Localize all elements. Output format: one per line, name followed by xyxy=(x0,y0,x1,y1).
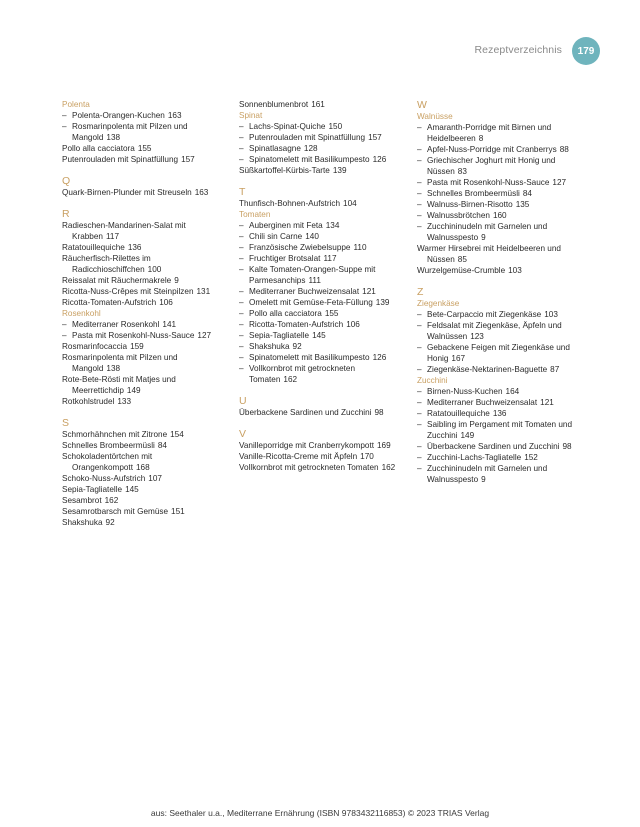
entry-title: Shakshuka xyxy=(249,342,290,351)
index-subentry xyxy=(417,320,582,342)
entry-title: Sepia-Tagliatelle xyxy=(62,485,123,494)
entry-title: Sonnenblumenbrot xyxy=(239,100,309,109)
entry-page-number: 138 xyxy=(106,364,121,373)
entry-page-number: 88 xyxy=(559,145,569,154)
index-subentry xyxy=(62,319,227,330)
entry-title: Putenrouladen mit Spinatfüllung xyxy=(62,155,179,164)
index-entry xyxy=(62,297,227,308)
index-entry xyxy=(417,243,582,265)
entry-page-number: 110 xyxy=(353,243,367,252)
index-subentry xyxy=(239,330,404,341)
entry-page-number: 117 xyxy=(105,232,120,241)
entry-page-number: 167 xyxy=(451,354,466,363)
entry-page-number: 121 xyxy=(362,287,376,296)
entry-page-number: 128 xyxy=(303,144,318,153)
entry-page-number: 104 xyxy=(343,199,357,208)
dash-marker: – xyxy=(239,320,244,329)
dash-marker: – xyxy=(417,398,422,407)
index-ingredient-heading: Walnüsse xyxy=(417,112,453,121)
entry-title: Warmer Hirsebrei mit Heidelbeeren und Nüssen xyxy=(417,244,561,264)
entry-title: Ricotta-Tomaten-Aufstrich xyxy=(62,298,157,307)
entry-page-number: 157 xyxy=(181,155,195,164)
dash-marker: – xyxy=(417,178,422,187)
entry-title: Ricotta-Nuss-Crêpes mit Steinpilzen xyxy=(62,287,194,296)
entry-page-number: 107 xyxy=(148,474,162,483)
entry-page-number: 150 xyxy=(328,122,343,131)
index-entry xyxy=(62,187,227,198)
entry-title: Ziegenkäse-Nektarinen-Baguette xyxy=(427,365,548,374)
entry-title: Schnelles Brombeermüsli xyxy=(62,441,155,450)
entry-page-number: 138 xyxy=(106,133,121,142)
entry-page-number: 84 xyxy=(157,441,167,450)
entry-page-number: 163 xyxy=(194,188,209,197)
index-entry xyxy=(62,352,227,374)
entry-title: Spinatomelett mit Basilikumpesto xyxy=(249,155,370,164)
entry-page-number: 155 xyxy=(324,309,339,318)
index-ingredient-heading: Zucchini xyxy=(417,376,448,385)
entry-page-number: 103 xyxy=(508,266,522,275)
entry-title: Walnussbrötchen xyxy=(427,211,490,220)
entry-page-number: 123 xyxy=(470,332,484,341)
entry-page-number: 168 xyxy=(136,463,150,472)
index-column-2 xyxy=(239,99,404,473)
entry-page-number: 170 xyxy=(360,452,374,461)
entry-title: Süßkartoffel-Kürbis-Tarte xyxy=(239,166,330,175)
dash-marker: – xyxy=(239,331,244,340)
entry-title: Rosmarinpolenta mit Pilzen und Mangold xyxy=(62,353,178,373)
entry-page-number: 106 xyxy=(346,320,360,329)
entry-page-number: 155 xyxy=(137,144,152,153)
dash-marker: – xyxy=(62,111,67,120)
entry-title: Pasta mit Rosenkohl-Nuss-Sauce xyxy=(427,178,550,187)
dash-marker: – xyxy=(417,200,422,209)
entry-page-number: 149 xyxy=(460,431,475,440)
index-entry xyxy=(62,484,227,495)
index-entry xyxy=(239,198,404,209)
index-ingredient-heading: Polenta xyxy=(62,100,90,109)
index-subentry xyxy=(417,199,582,210)
entry-title: Spinatomelett mit Basilikumpesto xyxy=(249,353,370,362)
dash-marker: – xyxy=(239,155,244,164)
entry-title: Ratatouillequiche xyxy=(62,243,125,252)
index-subentry xyxy=(417,452,582,463)
index-subentry xyxy=(417,386,582,397)
entry-title: Mediterraner Buchweizensalat xyxy=(427,398,538,407)
dash-marker: – xyxy=(417,365,422,374)
entry-title: Feldsalat mit Ziegenkäse, Äpfeln und Walnüssen xyxy=(427,321,562,341)
entry-page-number: 134 xyxy=(325,221,340,230)
index-subentry xyxy=(417,122,582,144)
index-entry xyxy=(62,473,227,484)
index-subentry xyxy=(62,110,227,121)
entry-title: Französische Zwiebelsuppe xyxy=(249,243,351,252)
entry-page-number: 127 xyxy=(552,178,567,187)
index-subentry xyxy=(239,286,404,297)
dash-marker: – xyxy=(239,133,244,142)
index-subentry xyxy=(239,231,404,242)
entry-title: Rosmarinfocaccia xyxy=(62,342,128,351)
entry-title: Vollkornbrot mit getrockneten Tomaten xyxy=(239,463,379,472)
index-subentry xyxy=(417,221,582,243)
index-subentry xyxy=(239,308,404,319)
index-subentry xyxy=(239,352,404,363)
dash-marker: – xyxy=(62,122,67,131)
index-letter-heading: Q xyxy=(62,175,71,187)
entry-title: Putenrouladen mit Spinatfüllung xyxy=(249,133,366,142)
dash-marker: – xyxy=(417,310,422,319)
dash-marker: – xyxy=(239,221,244,230)
entry-page-number: 8 xyxy=(478,134,484,143)
entry-title: Vanilleporridge mit Cranberrykompott xyxy=(239,441,374,450)
index-subentry xyxy=(417,441,582,452)
entry-page-number: 83 xyxy=(457,167,467,176)
entry-page-number: 98 xyxy=(562,442,572,451)
dash-marker: – xyxy=(417,387,422,396)
index-subentry xyxy=(417,210,582,221)
entry-page-number: 162 xyxy=(104,496,119,505)
entry-title: Polenta-Orangen-Kuchen xyxy=(72,111,165,120)
entry-title: Wurzelgemüse-Crumble xyxy=(417,266,506,275)
index-entry xyxy=(62,220,227,242)
index-ingredient-heading: Spinat xyxy=(239,111,263,120)
dash-marker: – xyxy=(239,353,244,362)
entry-page-number: 162 xyxy=(283,375,298,384)
dash-marker: – xyxy=(239,364,244,373)
entry-title: Walnuss-Birnen-Risotto xyxy=(427,200,513,209)
index-subentry xyxy=(417,309,582,320)
entry-page-number: 9 xyxy=(481,475,486,484)
index-subentry xyxy=(417,408,582,419)
index-entry xyxy=(62,253,227,275)
entry-page-number: 126 xyxy=(372,353,387,362)
entry-page-number: 169 xyxy=(377,441,391,450)
index-subentry xyxy=(417,188,582,199)
dash-marker: – xyxy=(239,265,244,274)
dash-marker: – xyxy=(417,145,422,154)
dash-marker: – xyxy=(417,222,422,231)
entry-page-number: 111 xyxy=(308,276,321,285)
entry-title: Sesamrotbarsch mit Gemüse xyxy=(62,507,169,516)
entry-title: Rotkohlstrudel xyxy=(62,397,115,406)
dash-marker: – xyxy=(239,309,244,318)
dash-marker: – xyxy=(62,320,67,329)
entry-title: Mediterraner Rosenkohl xyxy=(72,320,160,329)
entry-title: Kalte Tomaten-Orangen-Suppe mit Parmesanchips xyxy=(249,265,376,285)
entry-page-number: 145 xyxy=(125,485,139,494)
entry-title: Spinatlasagne xyxy=(249,144,301,153)
entry-page-number: 152 xyxy=(524,453,538,462)
index-ingredient-heading: Ziegenkäse xyxy=(417,299,460,308)
entry-page-number: 100 xyxy=(147,265,162,274)
entry-title: Fruchtiger Brotsalat xyxy=(249,254,321,263)
entry-page-number: 103 xyxy=(544,310,558,319)
index-subentry xyxy=(62,330,227,341)
entry-title: Schnelles Brombeermüsli xyxy=(427,189,520,198)
index-entry xyxy=(239,451,404,462)
entry-page-number: 92 xyxy=(105,518,115,527)
index-letter-heading: W xyxy=(417,99,427,111)
dash-marker: – xyxy=(239,122,244,131)
index-subentry xyxy=(417,177,582,188)
entry-title: Überbackene Sardinen und Zucchini xyxy=(427,442,560,451)
entry-page-number: 106 xyxy=(159,298,173,307)
index-entry xyxy=(62,154,227,165)
index-subentry xyxy=(417,397,582,408)
entry-title: Chili sin Carne xyxy=(249,232,303,241)
entry-page-number: 141 xyxy=(162,320,177,329)
entry-title: Überbackene Sardinen und Zucchini xyxy=(239,408,372,417)
index-entry xyxy=(62,341,227,352)
index-subentry xyxy=(239,253,404,264)
copyright-footer: aus: Seethaler u.a., Mediterrane Ernährung (ISBN 9783432116853) © 2023 TRIAS Verlag xyxy=(150,808,490,818)
entry-title: Lachs-Spinat-Quiche xyxy=(249,122,326,131)
index-letter-heading: S xyxy=(62,417,70,429)
entry-page-number: 154 xyxy=(170,430,184,439)
entry-page-number: 117 xyxy=(323,254,337,263)
entry-title: Rote-Bete-Rösti mit Matjes und Meerrettichdip xyxy=(62,375,176,395)
entry-title: Zucchininudeln mit Garnelen und Walnusspesto xyxy=(427,222,548,242)
dash-marker: – xyxy=(417,464,422,473)
dash-marker: – xyxy=(239,243,244,252)
index-letter-heading: U xyxy=(239,395,247,407)
entry-page-number: 145 xyxy=(312,331,326,340)
entry-page-number: 139 xyxy=(332,166,347,175)
index-entry xyxy=(417,265,582,276)
entry-title: Radieschen-Mandarinen-Salat mit Krabben xyxy=(62,221,186,241)
entry-title: Zucchininudeln mit Garnelen und Walnusspesto xyxy=(427,464,548,484)
index-subentry xyxy=(239,297,404,308)
entry-title: Saibling im Pergament mit Tomaten und Zucchini xyxy=(427,420,573,440)
index-entry xyxy=(239,462,404,473)
entry-page-number: 131 xyxy=(196,287,211,296)
entry-title: Pasta mit Rosenkohl-Nuss-Sauce xyxy=(72,331,195,340)
index-subentry xyxy=(417,144,582,155)
index-subentry xyxy=(417,342,582,364)
entry-page-number: 140 xyxy=(305,232,319,241)
entry-page-number: 163 xyxy=(167,111,182,120)
index-letter-heading: Z xyxy=(417,286,424,298)
entry-title: Vanille-Ricotta-Creme mit Äpfeln xyxy=(239,452,358,461)
entry-title: Pollo alla cacciatora xyxy=(249,309,322,318)
index-subentry xyxy=(417,419,582,441)
index-entry xyxy=(62,517,227,528)
index-column-3 xyxy=(417,99,582,485)
entry-page-number: 121 xyxy=(540,398,554,407)
index-entry xyxy=(62,495,227,506)
entry-title: Amaranth-Porridge mit Birnen und Heidelbeeren xyxy=(427,123,552,143)
dash-marker: – xyxy=(417,321,422,330)
index-entry xyxy=(62,396,227,407)
index-entry xyxy=(62,451,227,473)
entry-page-number: 9 xyxy=(481,233,486,242)
dash-marker: – xyxy=(417,343,422,352)
entry-page-number: 87 xyxy=(550,365,560,374)
entry-title: Bete-Carpaccio mit Ziegenkäse xyxy=(427,310,542,319)
dash-marker: – xyxy=(417,211,422,220)
entry-title: Sepia-Tagliatelle xyxy=(249,331,310,340)
entry-title: Mediterraner Buchweizensalat xyxy=(249,287,360,296)
index-subentry xyxy=(239,363,404,385)
dash-marker: – xyxy=(239,144,244,153)
dash-marker: – xyxy=(239,254,244,263)
index-subentry xyxy=(239,242,404,253)
entry-title: Rosmarinpolenta mit Pilzen und Mangold xyxy=(72,122,188,142)
index-ingredient-heading: Tomaten xyxy=(239,210,271,219)
entry-page-number: 159 xyxy=(130,342,144,351)
page-number-badge: 179 xyxy=(572,37,600,65)
entry-page-number: 157 xyxy=(368,133,382,142)
entry-page-number: 133 xyxy=(117,397,132,406)
entry-page-number: 85 xyxy=(457,255,467,264)
entry-page-number: 127 xyxy=(197,331,212,340)
entry-title: Pollo alla cacciatora xyxy=(62,144,135,153)
index-entry xyxy=(62,429,227,440)
entry-title: Zucchini-Lachs-Tagliatelle xyxy=(427,453,522,462)
entry-title: Thunfisch-Bohnen-Aufstrich xyxy=(239,199,341,208)
dash-marker: – xyxy=(239,298,244,307)
index-subentry xyxy=(239,319,404,330)
entry-title: Ratatouillequiche xyxy=(427,409,490,418)
entry-page-number: 164 xyxy=(505,387,520,396)
entry-title: Sesambrot xyxy=(62,496,102,505)
entry-title: Schmorhähnchen mit Zitrone xyxy=(62,430,168,439)
index-subentry xyxy=(239,132,404,143)
dash-marker: – xyxy=(417,156,422,165)
index-subentry xyxy=(239,154,404,165)
entry-page-number: 162 xyxy=(381,463,396,472)
entry-page-number: 139 xyxy=(375,298,390,307)
entry-title: Räucherfisch-Rilettes im Radicchioschiffchen xyxy=(62,254,151,274)
index-entry xyxy=(62,440,227,451)
index-entry xyxy=(62,242,227,253)
index-entry xyxy=(62,374,227,396)
index-entry xyxy=(62,286,227,297)
index-subentry xyxy=(239,220,404,231)
entry-title: Apfel-Nuss-Porridge mit Cranberrys xyxy=(427,145,557,154)
index-subentry xyxy=(239,341,404,352)
index-subentry xyxy=(62,121,227,143)
entry-page-number: 9 xyxy=(174,276,179,285)
entry-title: Schokoladentörtchen mit Orangenkompott xyxy=(62,452,153,472)
entry-page-number: 126 xyxy=(372,155,387,164)
index-subentry xyxy=(239,264,404,286)
entry-title: Quark-Birnen-Plunder mit Streuseln xyxy=(62,188,192,197)
index-entry xyxy=(62,143,227,154)
index-entry xyxy=(239,440,404,451)
entry-page-number: 160 xyxy=(492,211,507,220)
dash-marker: – xyxy=(239,342,244,351)
dash-marker: – xyxy=(239,232,244,241)
index-subentry xyxy=(417,364,582,375)
dash-marker: – xyxy=(417,123,422,132)
entry-title: Omelett mit Gemüse-Feta-Füllung xyxy=(249,298,373,307)
index-column-1 xyxy=(62,99,227,528)
index-subentry xyxy=(239,121,404,132)
entry-page-number: 92 xyxy=(292,342,302,351)
entry-title: Auberginen mit Feta xyxy=(249,221,323,230)
entry-page-number: 136 xyxy=(492,409,507,418)
index-subentry xyxy=(417,463,582,485)
dash-marker: – xyxy=(417,453,422,462)
entry-title: Gebackene Feigen mit Ziegenkäse und Honig xyxy=(427,343,570,363)
index-letter-heading: R xyxy=(62,208,70,220)
entry-title: Griechischer Joghurt mit Honig und Nüssen xyxy=(427,156,556,176)
entry-page-number: 135 xyxy=(515,200,530,209)
entry-page-number: 151 xyxy=(171,507,185,516)
index-entry xyxy=(239,407,404,418)
entry-title: Vollkornbrot mit getrockneten Tomaten xyxy=(249,364,356,384)
entry-title: Schoko-Nuss-Aufstrich xyxy=(62,474,146,483)
dash-marker: – xyxy=(417,420,422,429)
entry-page-number: 149 xyxy=(126,386,141,395)
entry-title: Ricotta-Tomaten-Aufstrich xyxy=(249,320,344,329)
index-letter-heading: T xyxy=(239,186,246,198)
dash-marker: – xyxy=(239,287,244,296)
index-entry xyxy=(62,275,227,286)
dash-marker: – xyxy=(417,409,422,418)
index-ingredient-heading: Rosenkohl xyxy=(62,309,101,318)
entry-page-number: 136 xyxy=(127,243,142,252)
entry-page-number: 161 xyxy=(311,100,325,109)
page-header-title: Rezeptverzeichnis xyxy=(474,44,562,56)
entry-title: Shakshuka xyxy=(62,518,103,527)
entry-page-number: 84 xyxy=(522,189,532,198)
index-subentry xyxy=(239,143,404,154)
index-subentry xyxy=(417,155,582,177)
dash-marker: – xyxy=(62,331,67,340)
index-entry xyxy=(239,99,404,110)
dash-marker: – xyxy=(417,442,422,451)
dash-marker: – xyxy=(417,189,422,198)
index-letter-heading: V xyxy=(239,428,247,440)
index-entry xyxy=(62,506,227,517)
entry-title: Birnen-Nuss-Kuchen xyxy=(427,387,503,396)
entry-page-number: 98 xyxy=(374,408,384,417)
index-entry xyxy=(239,165,404,176)
entry-title: Reissalat mit Räuchermakrele xyxy=(62,276,172,285)
